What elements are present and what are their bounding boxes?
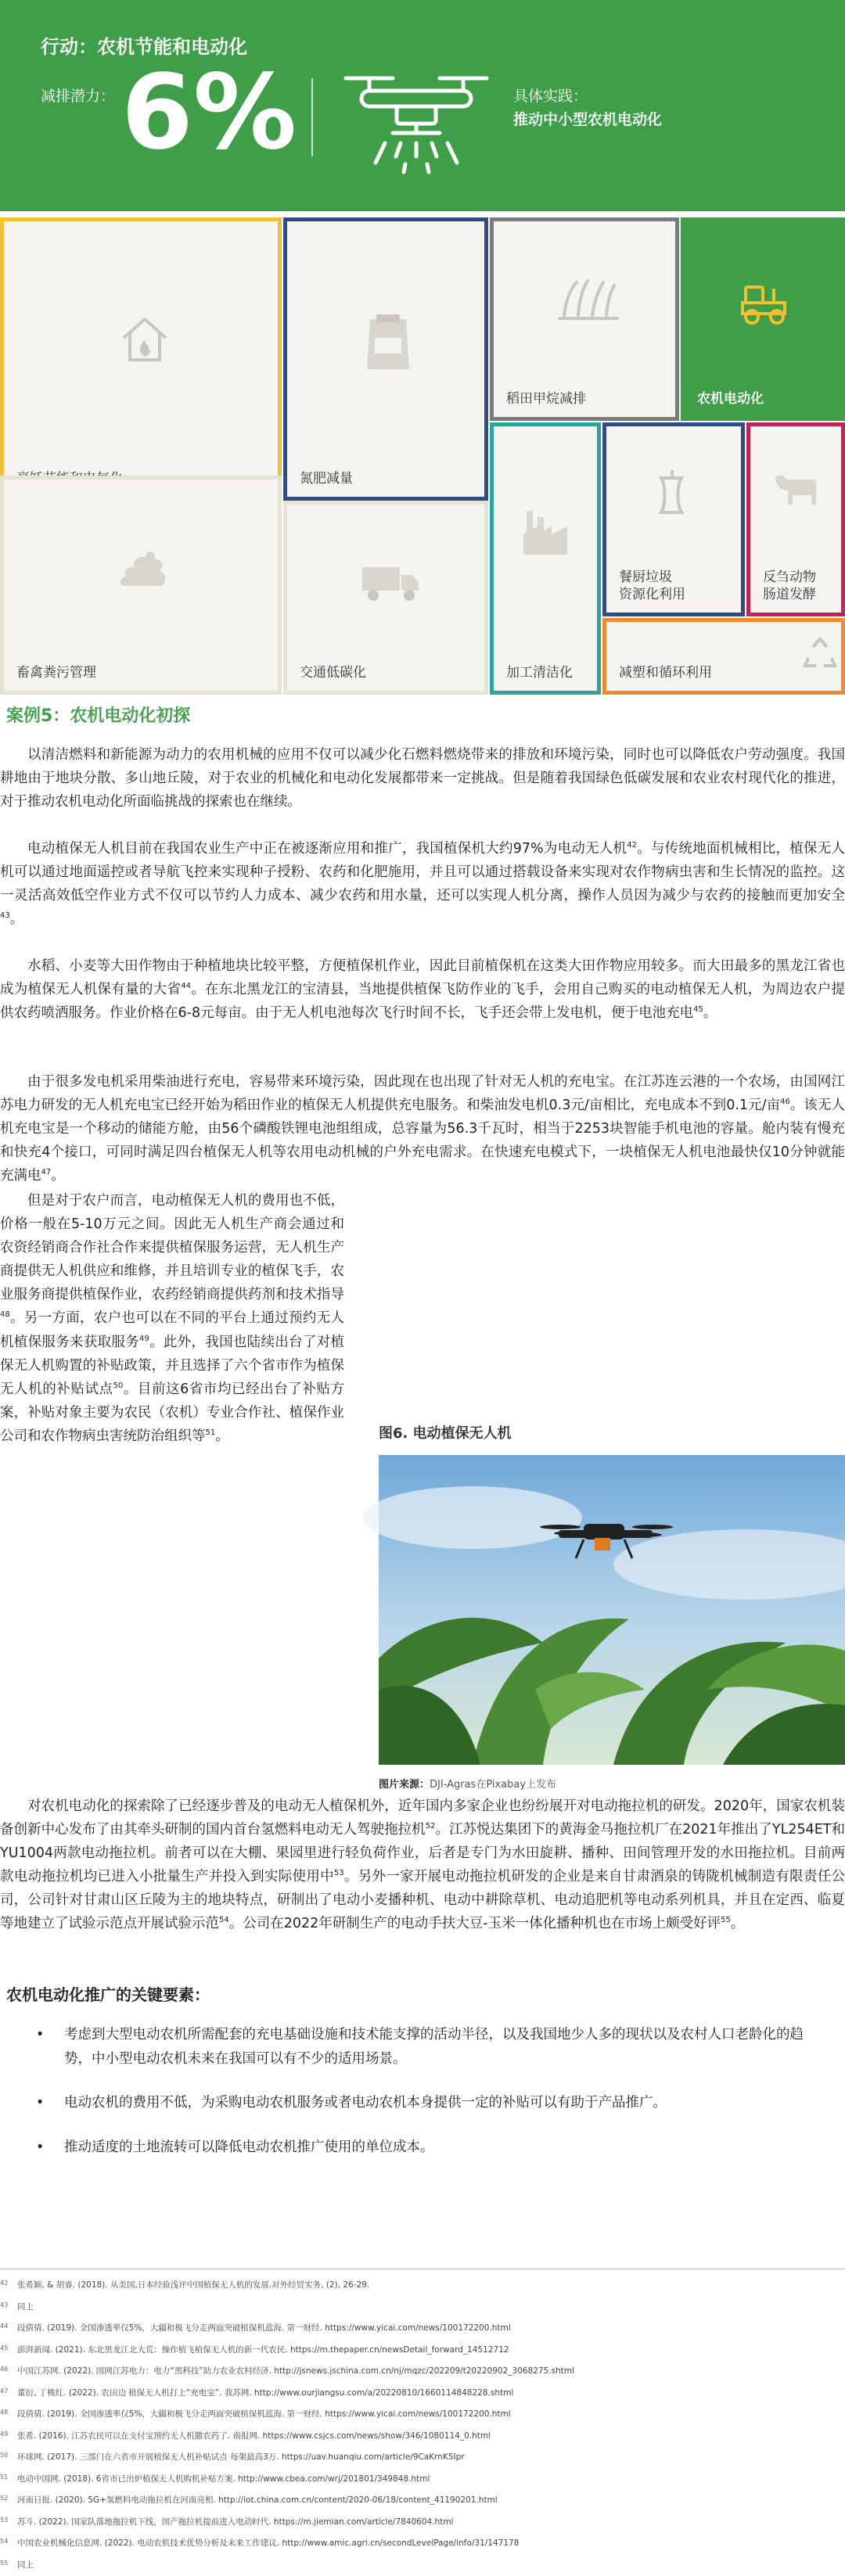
p4-text: 由于很多发电机采用柴油进行充电，容易带来环境污染，因此现在也出现了针对无人机的充电宝。在江苏连云港的一个农场，由国网江苏电力研发的无人机充电宝已经开始为稻田作业的植保无人机提供充电服务。和柴油发电机0.3元/亩相比，充电成本不到0.1元/亩 [0,1074,845,1113]
bullet-icon: • [36,2136,44,2160]
fertilizer-bag-icon [362,311,414,374]
cow-icon [771,470,821,508]
footnote-ref[interactable]: 42 [627,841,637,850]
tile-label-line2: 资源化利用 [619,586,685,603]
action-tiles [0,217,845,695]
footnote: 55 同上 [0,2555,845,2576]
p6-text-c: 。另外一家开展电动拖拉机研发的企业是来自甘肃酒泉的铸陇机械制造有限责任公司，公司针对甘肃山区丘陵为主的地块特点，研制出了电动小麦播种机、电动中耕除草机、电动追肥机等电动系列机具，并且在定西、临夏等地建立了试验示范点开展试验示范 [0,1869,845,1931]
tile-label: 交通低碳化 [300,664,366,681]
tile-label-line2: 肠道发酵 [763,586,816,603]
p6-text: 对农机电动化的探索除了已经逐步普及的电动无人植保机外，近年国内多家企业也纷纷展开对电动拖拉机的研发。2020年，国家农机装备创新中心发布了由其牵头研制的国内首台氢燃料电动无人驾驶拖拉机 [0,1798,845,1838]
p5-text-c: 。此外，我国也陆续出台了对植保无人机购置的补贴政策，并且选择了六个省市作为植保无人机的补贴试点 [0,1335,344,1397]
list-item: • 推动适度的土地流转可以降低电动农机推广使用的单位成本。 [36,2136,818,2160]
tile-nitrogen [283,217,488,501]
footnote: 45 澎湃新闻. (2021). 东北黑龙江北大荒：操作植飞植保无人机的新一代农民. https://m.thepaper.cn/newsDetail_forward_14512712 [0,2340,845,2362]
tile-label-line1: 餐厨垃圾 [619,569,685,586]
p2-text-b: 。与传统地面机械相比，植保无人机可以通过地面遥控或者导航飞控来实现种子授粉、农药和化肥施用，并且可以通过搭载设备来实现对农作物病虫害和生长情况的监控。这一灵活高效低空作业方式不仅可以节约人力成本、减少农药和用水量，还可以实现人机分离，操作人员因为减少与农药的接触而更加安全 [0,841,845,904]
paragraph-1 [0,743,845,814]
figure-title: 图6. 电动植保无人机 [379,1422,512,1442]
apple-core-icon [652,467,691,522]
recycle-icon [802,636,838,672]
tile-label-line1: 反刍动物 [763,569,816,586]
footnote-ref[interactable]: 49 [139,1335,149,1343]
figure-source [379,1776,556,1791]
tile-plastic [602,618,845,695]
tile-label: 加工清洁化 [506,664,573,681]
footnote-ref[interactable]: 47 [41,1169,52,1177]
tile-label: 稻田甲烷减排 [506,390,586,408]
tile-kitchen-waste [602,422,745,616]
paragraph-5: 但是对于农户而言，电动植保无人机的费用也不低，价格一般在5-10万元之间。因此无人机生产商会通过和农资经销商合作社合作来提供植保服务运营，无人机生产商提供无人机供应和维修，并且培训专业的植保飞手，农业服务商提供植保作业，农药经销商提供药剂和技术指导$^{48}$。另一方面，农户也可以在不同的平台上通过预约无人机植保服务来获取服务$^{49}$。此外，我国也陆续出台了对植保无人机购置的补贴政策，并且选择了六个省市作为植保无人机的补贴试点$^{50}$。目前这6省市均已经出台了补贴方案，补贴对象主要为农民（农机）专业合作社、植保作业公司和农作物病虫害统防治组织等$^{51}$。 [0,1189,344,1448]
manure-icon [117,542,172,589]
footnote-ref[interactable]: 55 [721,1917,731,1925]
practice-text: 推动中小型农机电动化 [513,108,662,129]
paragraph-2: 电动植保无人机目前在我国农业生产中正在被逐渐应用和推广，我国植保机大约97%为电动无人机$^{42}$。与传统地面机械相比，植保无人机可以通过地面遥控或者导航飞控来实现种子授粉、农药和化肥施用，并且可以通过搭载设备来实现对农作物病虫害和生长情况的监控。这一灵活高效低空作业方式不仅可以节约人力成本、减少农药和用水量，还可以实现人机分离，操作人员因为减少与农药的接触而更加安全$^{43}$。 [0,837,845,931]
footnote: 48 段倩倩. (2019). 全国渗透率仅5%，大疆和极飞分走两面突破植保机蓝海. 第一财经. https://www.yicai.com/news/100172200.html [0,2404,845,2426]
p3-text: 水稻、小麦等大田作物由于种植地块比较平整，方便植保机作业，因此目前植保机在这类大田作物应用较多。而大田最多的黑龙江省也成为植保无人机保有量的大省 [0,958,845,997]
key-elements-title: 农机电动化推广的关键要素： [6,1982,210,2005]
truck-icon [359,562,422,602]
practice-label: 具体实践： [513,84,588,106]
tile-label: 氮肥减量 [300,470,353,487]
footnote-ref[interactable]: 52 [426,1822,436,1831]
footnote-ref[interactable]: 54 [219,1917,229,1925]
p5-text-d: 。目前这6省市均已经出台了补贴方案，补贴对象主要为农民（农机）专业合作社、植保作业公司和农作物病虫害统防治组织等 [0,1381,344,1444]
footnotes [0,2275,845,2576]
paragraph-3: 水稻、小麦等大田作物由于种植地块比较平整，方便植保机作业，因此目前植保机在这类大田作物应用较多。而大田最多的黑龙江省也成为植保无人机保有量的大省$^{44}$。在东北黑龙江的宝清县，当地提供植保飞防作业的飞手，会用自己购买的电动植保无人机，为周边农户提供农药喷洒服务。作业价格在6-8元每亩。由于无人机电池每次飞行时间不长，飞手还会带上发电机，便于电池充电$^{45}$。 [0,954,845,1025]
tile-manure [0,476,282,695]
footnote-ref[interactable]: 50 [113,1381,124,1390]
footnote: 47 董衍, 丁桃红. (2022). 农田边 植保无人机打上“充电宝”. 我苏网. http://www.ourjiangsu.com/a/20220810/1660114848228.shtml [0,2383,845,2405]
rice-paddy-icon [556,276,619,323]
footnote: 53 苏斗. (2022). 国家队落地拖拉机下线，国产拖拉机提前进入电动时代. https://m.jiemian.com/article/7840604.html [0,2512,845,2534]
agri-drone-icon [338,69,494,178]
p4-text-b: 。该无人机充电宝是一个移动的储能方舱，由56个磷酸铁锂电池组组成，总容量为56.3千瓦时，相当于2253块智能手机电池的容量。舱内装有慢充和快充4个接口，可同时满足四台植保无人机等农用电动机械的户外充电需求。在快速充电模式下，一块植保无人机电池最快仅10分钟就能充满电 [0,1098,845,1184]
paragraph-6: 对农机电动化的探索除了已经逐步普及的电动无人植保机外，近年国内多家企业也纷纷展开对电动拖拉机的研发。2020年，国家农机装备创新中心发布了由其牵头研制的国内首台氢燃料电动无人驾驶拖拉机$^{52}$。江苏悦达集团下的黄海金马拖拉机厂在2021年推出了YL254ET和YU1004两款电动拖拉机。前者可以在大棚、果园里进行轻负荷作业，后者是专门为水田旋耕、播种、田间管理开发的水田拖拉机。目前两款电动拖拉机均已进入小批量生产并投入到实际使用中$^{53}$。另外一家开展电动拖拉机研发的企业是来自甘肃酒泉的铸陇机械制造有限责任公司，公司针对甘肃山区丘陵为主的地块特点，研制出了电动小麦播种机、电动中耕除草机、电动追肥机等电动系列机具，并且在定西、临夏等地建立了试验示范点开展试验示范$^{54}$。公司在2022年研制生产的电动手扶大豆-玉米一体化播种机也在市场上颇受好评$^{55}$。 [0,1795,845,1936]
p5-text-b: 。另一方面，农户也可以在不同的平台上通过预约无人机植保服务来获取服务 [0,1310,344,1349]
paragraph-4: 由于很多发电机采用柴油进行充电，容易带来环境污染，因此现在也出现了针对无人机的充电宝。在江苏连云港的一个农场，由国网江苏电力研发的无人机充电宝已经开始为稻田作业的植保无人机提供充电服务。和柴油发电机0.3元/亩相比，充电成本不到0.1元/亩$^{46}$。该无人机充电宝是一个移动的储能方舱，由56个磷酸铁锂电池组组成，总容量为56.3千瓦时，相当于2253块智能手机电池的容量。舱内装有慢充和快充4个接口，可同时满足四台植保无人机等农用电动机械的户外充电需求。在快速充电模式下，一块植保无人机电池最快仅10分钟就能充满电$^{47}$。 [0,1070,845,1187]
figure-source-text: DJI-Agras在Pixabay上发布 [430,1779,556,1791]
footnote: 44 段倩倩. (2019). 全国渗透率仅5%，大疆和极飞分走两面突破植保机蓝海. 第一财经. https://www.yicai.com/news/100172200.html [0,2318,845,2340]
footnote-ref[interactable]: 46 [780,1098,790,1106]
drone-photo [379,1455,845,1765]
p2-text: 电动植保无人机目前在我国农业生产中正在被逐渐应用和推广，我国植保机大约97%为电动无人机 [27,841,627,857]
tile-ruminant [746,422,845,616]
tile-electrification [681,217,845,421]
footnote-ref[interactable]: 44 [181,982,191,990]
case-title: 案例5：农机电动化初探 [6,702,190,727]
factory-icon [522,503,570,558]
tile-label: 农机电动化 [697,390,764,408]
tile-cooking [0,217,282,501]
banner-divider [311,78,313,156]
footnote-ref[interactable]: 48 [0,1311,10,1320]
footnote: 43 同上 [0,2297,845,2319]
footnote: 42 张希颖, & 胡睿. (2018). 从美国,日本经验浅评中国植保无人机的发展.对外经贸实务, (2), 26-29. [0,2275,845,2297]
p5-text: 但是对于农户而言，电动植保无人机的费用也不低，价格一般在5-10万元之间。因此无人机生产商会通过和农资经销商合作社合作来提供植保服务运营，无人机生产商提供无人机供应和维修，并且培训专业的植保飞手，农业服务商提供植保作业，农药经销商提供药剂和技术指导 [0,1193,344,1302]
footnote-ref[interactable]: 45 [693,1005,703,1014]
figure-source-label: 图片来源： [379,1779,430,1791]
p1-text: 以清洁燃料和新能源为动力的农用机械的应用不仅可以减少化石燃料燃烧带来的排放和环境污染，同时也可以降低农户劳动强度。我国耕地由于地块分散、多山地丘陵，对于农业的机械化和电动化发展都带来一定挑战。但是随着我国绿色低碳发展和农业农村现代化的推进，对于推动农机电动化所面临挑战的探索也在继续。 [0,747,845,810]
potential-label: 减排潜力： [41,84,115,106]
action-banner [0,0,845,211]
tile-label [763,569,816,603]
potential-value: 6% [121,61,297,164]
footnote: 46 中国江苏网. (2022). 国网江苏电力：电力“黑科技”助力农业农村经济. http://jsnews.jschina.com.cn/nj/mqzc/202209/t20220902_3068275.shtml [0,2361,845,2383]
p6-text-d: 。公司在2022年研制生产的电动手扶大豆-玉米一体化播种机也在市场上颇受好评 [229,1916,721,1931]
footnote-ref[interactable]: 51 [206,1428,216,1437]
list-item: • 考虑到大型电动农机所需配套的充电基础设施和技术能支撑的活动半径，以及我国地少人多的现状以及农村人口老龄化的趋势，中小型电动农机未来在我国可以有不少的适用场景。 [36,2023,818,2071]
footnote: 52 河南日报. (2020). 5G+氢燃料电动拖拉机在河南亮相. http://iot.china.com.cn/content/2020-06/18/content_41190201.html [0,2490,845,2512]
footnote: 49 张希. (2016). 江苏农民可以在支付宝预约无人机撒农药了. 南报网. https://www.csjcs.com/news/show/346/1080114_0.html [0,2426,845,2448]
footnote-ref[interactable]: 43 [0,911,10,920]
p3-text-b: 。在东北黑龙江的宝清县，当地提供植保飞防作业的飞手，会用自己购买的电动植保无人机，为周边农户提供农药喷洒服务。作业价格在6-8元每亩。由于无人机电池每次飞行时间不长，飞手还会带上发电机，便于电池充电 [0,982,845,1021]
tile-label: 减塑和循环利用 [619,664,712,681]
tile-label: 畜禽粪污管理 [16,664,96,681]
banner-title: 行动：农机节能和电动化 [41,31,247,59]
footnote: 51 电动中国网. (2018). 6省市已出炉植保无人机购机补贴方案. http://www.cbea.com/wrj/201801/349848.html [0,2469,845,2491]
bullet-icon: • [36,2023,44,2047]
tile-label [619,569,685,603]
key-elements-list [36,2023,818,2180]
tile-rice-methane [490,217,679,421]
tile-processing [490,422,601,695]
tractor-icon [739,282,789,326]
list-item: • 电动农机的费用不低，为采购电动农机服务或者电动农机本身提供一定的补贴可以有助于产品推广。 [36,2091,818,2115]
footnote-ref[interactable]: 53 [334,1869,344,1877]
house-fire-icon [117,311,172,366]
bullet-icon: • [36,2091,44,2115]
p6-text-b: 。江苏悦达集团下的黄海金马拖拉机厂在2021年推出了YL254ET和YU1004两款电动拖拉机。前者可以在大棚、果园里进行轻负荷作业，后者是专门为水田旋耕、播种、田间管理开发的水田拖拉机。目前两款电动拖拉机均已进入小批量生产并投入到实际使用中 [0,1822,845,1884]
tile-transport [283,501,488,695]
footnote: 50 环球网. (2017). 三部门在六省市开展植保无人机补贴试点 每架最高3万. https://uav.huanqiu.com/article/9CaKrnK5Ipr [0,2447,845,2469]
footnote: 54 中国农业机械化信息网. (2022). 电动农机技术优势分析及未来工作建议. http://www.amic.agri.cn/secondLevelPage/info/31/147178 [0,2533,845,2555]
drone-photo-image [379,1455,845,1765]
